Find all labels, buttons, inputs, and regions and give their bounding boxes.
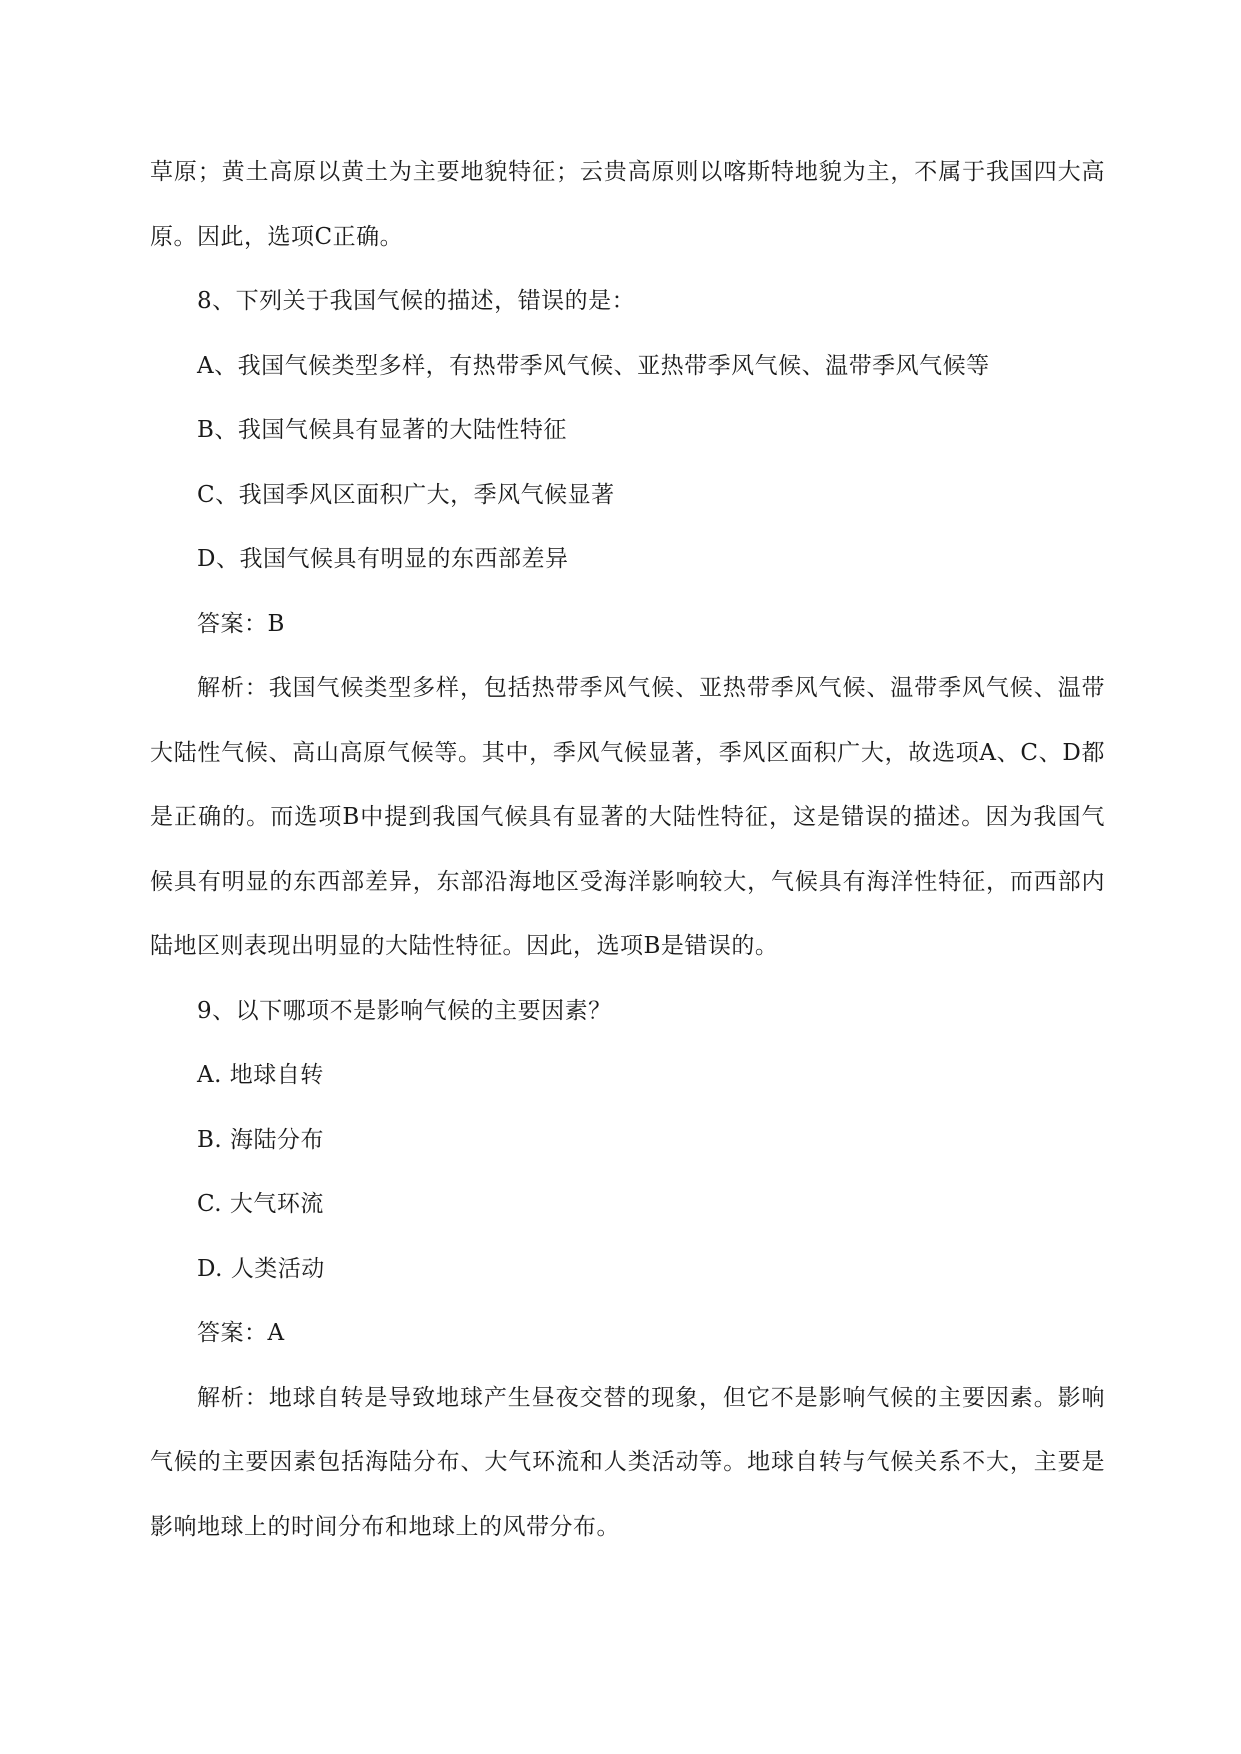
question-8-option-c: C、我国季风区面积广大，季风气候显著	[197, 481, 615, 508]
question-8-explanation: 解析：我国气候类型多样，包括热带季风气候、亚热带季风气候、温带季风气候、温带大陆性气候、高山高原气候等。其中，季风气候显著，季风区面积广大，故选项A、C、D都是正确的。而选项B中提到我国气候具有显著的大陆性特征，这是错误的描述。因为我国气候具有明显的东西部差异，东部沿海地区受海洋影响较大，气候具有海洋性特征，而西部内陆地区则表现出明显的大陆性特征。因此，选项B是错误的。	[150, 675, 1105, 959]
paragraph-plateau-conclusion: 草原；黄土高原以黄土为主要地貌特征；云贵高原则以喀斯特地貌为主，不属于我国四大高原。因此，选项C正确。	[150, 159, 1105, 250]
question-9-option-c: C. 大气环流	[197, 1191, 324, 1217]
question-8-option-a: A、我国气候类型多样，有热带季风气候、亚热带季风气候、温带季风气候等	[197, 352, 990, 379]
question-9-option-a: A. 地球自转	[197, 1062, 324, 1088]
question-9-option-d: D. 人类活动	[197, 1255, 325, 1282]
question-8-option-d: D、我国气候具有明显的东西部差异	[197, 546, 569, 572]
question-9-option-b: B. 海陆分布	[197, 1126, 325, 1153]
question-8-option-b: B、我国气候具有显著的大陆性特征	[197, 417, 567, 443]
question-8-answer: 答案：B	[197, 610, 285, 637]
question-9-answer: 答案：A	[197, 1320, 285, 1346]
document-body	[150, 140, 1105, 1559]
question-8: 8、下列关于我国气候的描述，错误的是：	[197, 288, 636, 314]
question-9-explanation: 解析：地球自转是导致地球产生昼夜交替的现象，但它不是影响气候的主要因素。影响气候的主要因素包括海陆分布、大气环流和人类活动等。地球自转与气候关系不大，主要是影响地球上的时间分布和地球上的风带分布。	[150, 1384, 1105, 1540]
question-9: 9、以下哪项不是影响气候的主要因素？	[197, 997, 612, 1024]
